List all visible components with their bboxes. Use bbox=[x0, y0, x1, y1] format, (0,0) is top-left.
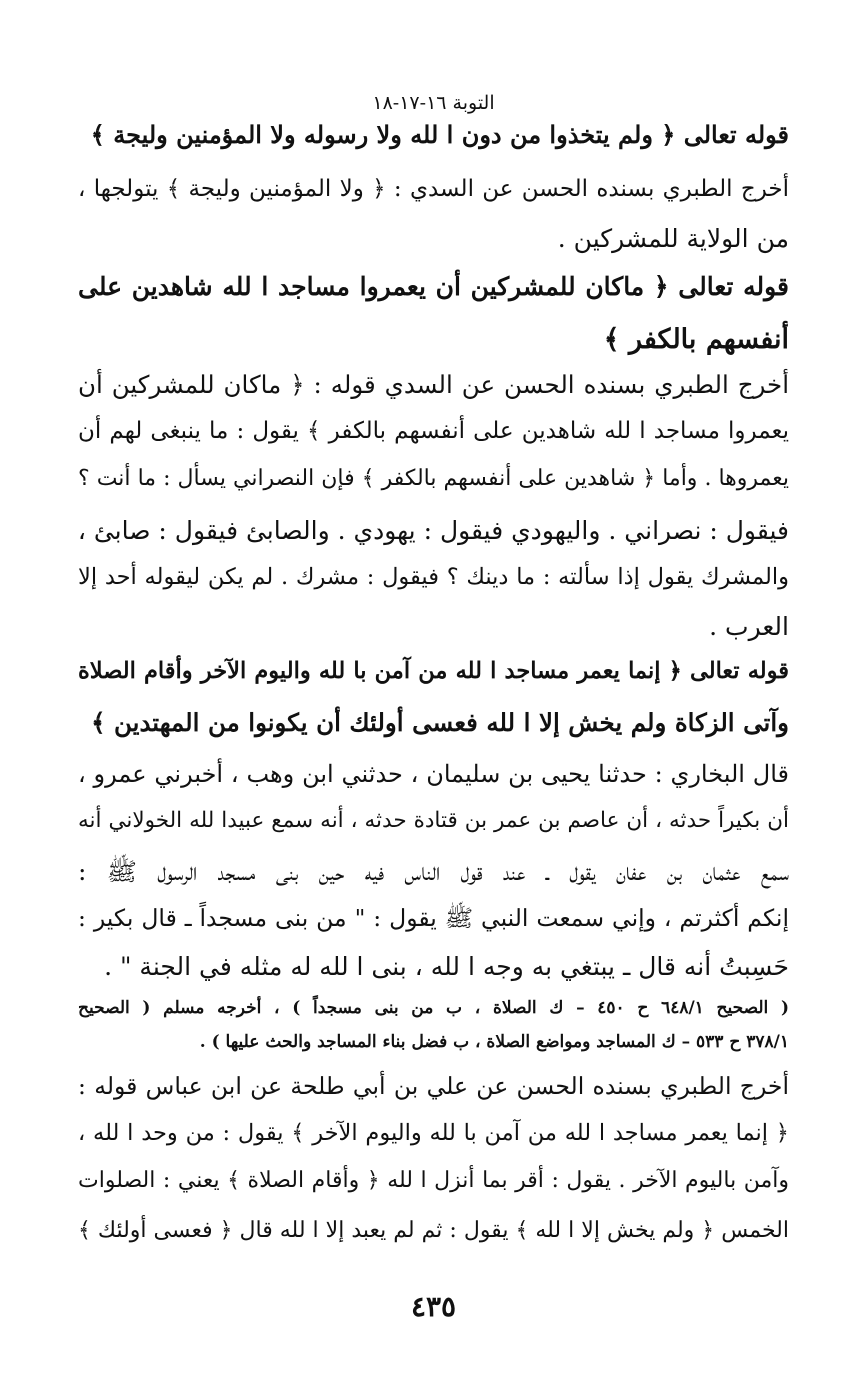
verse-heading-line: قوله تعالى ﴿ ماكان للمشركين أن يعمروا مساجد ا لله شاهدين على bbox=[78, 272, 789, 301]
text-line: سمع عثمان بن عفان يقول ـ عند قول الناس فيه حين بنى مسجد الرسول ﷺ : bbox=[78, 857, 789, 886]
text-line: إنكم أكثرتم ، وإني سمعت النبي ﷺ يقول : " من بنى مسجداً ـ قال بكير : bbox=[78, 904, 789, 932]
page-number: ٤٣٥ bbox=[410, 1290, 457, 1323]
text-line: حَسِبتُ أنه قال ـ يبتغي به وجه ا لله ، بنى ا لله له مثله في الجنة " . bbox=[104, 952, 789, 981]
text-line: أن بكيراً حدثه ، أن عاصم بن عمر بن قتادة حدثه ، أنه سمع عبيدا لله الخولاني أنه bbox=[78, 808, 789, 833]
text-line: الخمس ﴿ ولم يخش إلا ا لله ﴾ يقول : ثم لم يعبد إلا ا لله قال ﴿ فعسى أولئك ﴾ bbox=[78, 1218, 789, 1243]
text-line: أخرج الطبري بسنده الحسن عن علي بن أبي طلحة عن ابن عباس قوله : bbox=[78, 1072, 789, 1100]
text-line: ﴿ إنما يعمر مساجد ا لله من آمن با لله واليوم الآخر ﴾ يقول : من وحد ا لله ، bbox=[78, 1120, 789, 1146]
text-line: يعمروها . وأما ﴿ شاهدين على أنفسهم بالكفر ﴾ فإن النصراني يسأل : ما أنت ؟ bbox=[78, 466, 789, 491]
text-line: قال البخاري : حدثنا يحيى بن سليمان ، حدثني ابن وهب ، أخبرني عمرو ، bbox=[78, 760, 789, 788]
text-line: أخرج الطبري بسنده الحسن عن السدي قوله : ﴿ ماكان للمشركين أن bbox=[78, 370, 789, 399]
text-line: فيقول : نصراني . واليهودي فيقول : يهودي . والصابئ فيقول : صابئ ، bbox=[77, 516, 789, 545]
running-header: التوبة ١٦-١٧-١٨ bbox=[372, 92, 495, 114]
citation-line: ( الصحيح ٦٤٨/١ ح ٤٥٠ – ك الصلاة ، ب من بنى مسجداً ) ، أخرجه مسلم ( الصحيح bbox=[78, 998, 789, 1018]
text-line: يعمروا مساجد ا لله شاهدين على أنفسهم بالكفر ﴾ يقول : ما ينبغى لهم أن bbox=[78, 418, 789, 444]
text-line: والمشرك يقول إذا سألته : ما دينك ؟ فيقول : مشرك . لم يكن ليقوله أحد إلا bbox=[78, 564, 789, 590]
text-line: العرب . bbox=[709, 612, 789, 641]
verse-heading-line: قوله تعالى ﴿ إنما يعمر مساجد ا لله من آمن با لله واليوم الآخر وأقام الصلاة bbox=[78, 658, 789, 684]
citation-line: ٣٧٨/١ ح ٥٣٣ – ك المساجد ومواضع الصلاة ، ب فضل بناء المساجد والحث عليها ) . bbox=[199, 1032, 789, 1052]
text-line: من الولاية للمشركين . bbox=[557, 224, 789, 253]
verse-heading-line: قوله تعالى ﴿ ولم يتخذوا من دون ا لله ولا رسوله ولا المؤمنين وليجة ﴾ bbox=[90, 120, 789, 149]
text-line: وآمن باليوم الآخر . يقول : أقر بما أنزل ا لله ﴿ وأقام الصلاة ﴾ يعني : الصلوات bbox=[78, 1168, 789, 1193]
verse-heading-line: وآتى الزكاة ولم يخش إلا ا لله فعسى أولئك أن يكونوا من المهتدين ﴾ bbox=[91, 708, 789, 737]
verse-heading-line: أنفسهم بالكفر ﴾ bbox=[603, 324, 789, 355]
text-line: أخرج الطبري بسنده الحسن عن السدي : ﴿ ولا المؤمنين وليجة ﴾ يتولجها ، bbox=[78, 176, 789, 202]
